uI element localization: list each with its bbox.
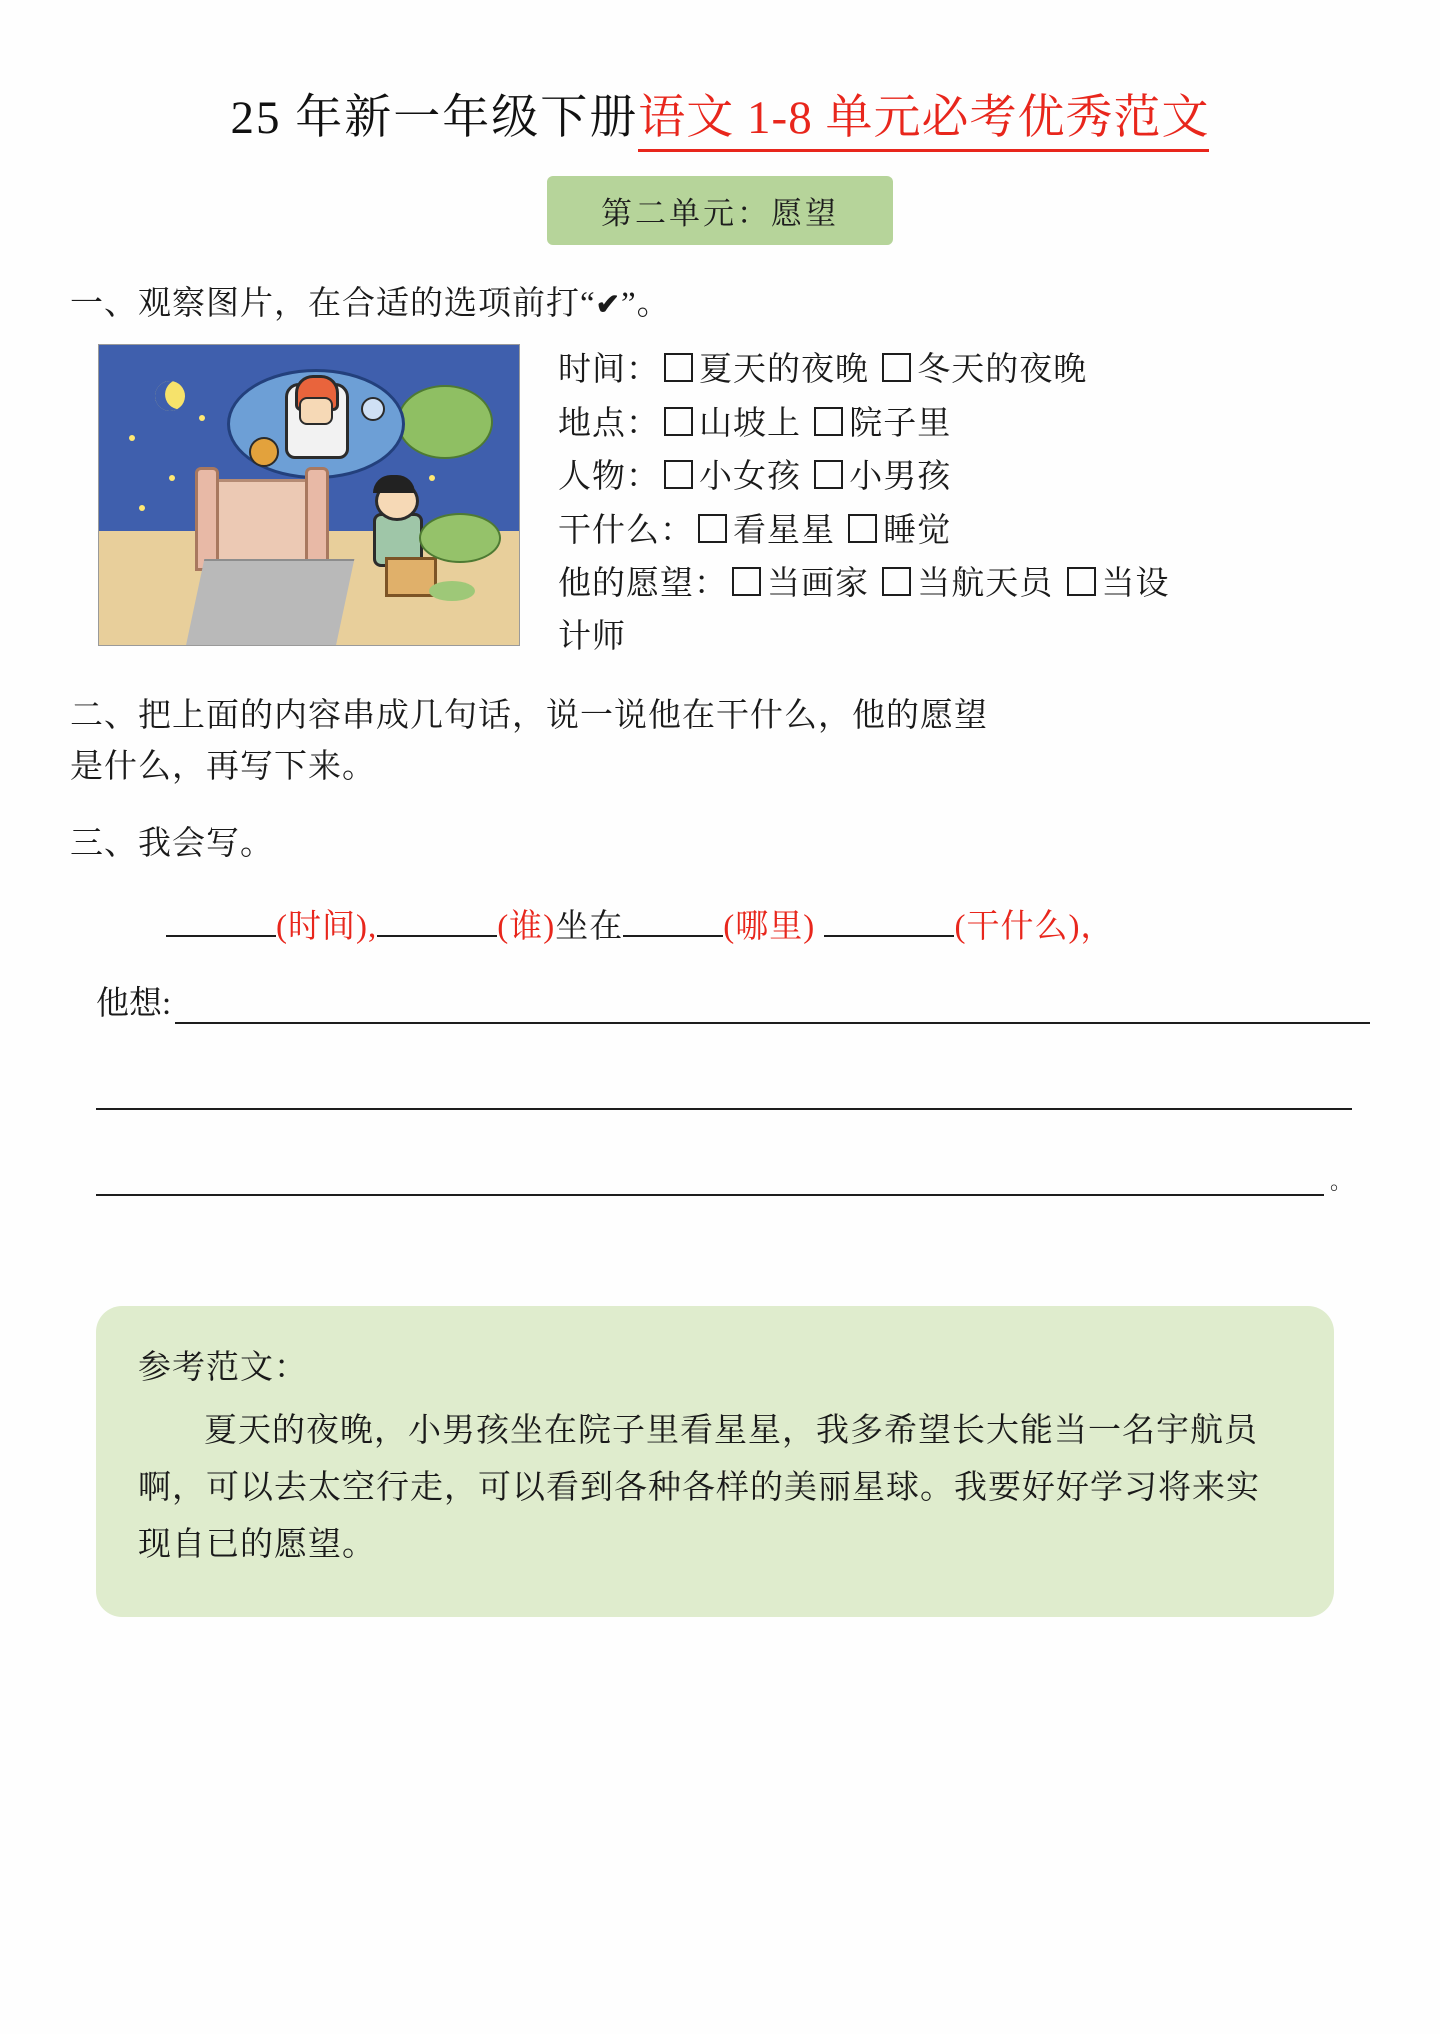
garden-path (186, 559, 355, 646)
planet-icon (249, 437, 279, 467)
option-choice-activity-1[interactable]: 看星星 (733, 512, 835, 549)
question-1 (70, 279, 1370, 330)
checkmark-glyph: ✔ (595, 289, 621, 321)
option-choice-time-1[interactable]: 夏天的夜晚 (699, 352, 869, 389)
checkbox[interactable] (664, 407, 693, 436)
sample-answer-box (96, 1306, 1334, 1617)
planet-small-icon (361, 397, 385, 421)
option-row-place (558, 398, 1170, 451)
hint-who: (谁) (497, 909, 556, 946)
unit-banner: 第二单元：愿望 (547, 176, 893, 245)
blank-time[interactable] (166, 907, 276, 937)
question-2 (70, 691, 1370, 793)
title-red-part: 语文 1-8 单元必考优秀范文 (638, 80, 1209, 152)
blank-where[interactable] (623, 907, 723, 937)
option-choice-wish-2[interactable]: 当航天员 (917, 565, 1054, 602)
checkbox[interactable] (698, 514, 727, 543)
question-1-tail: ”。 (620, 286, 671, 322)
gate-post-right (305, 467, 329, 571)
sentence-mid-text: 坐在 (555, 909, 624, 946)
sentence-frame (70, 900, 1370, 947)
grass-icon (429, 581, 475, 601)
page-title (70, 80, 1370, 152)
answer-line-1[interactable] (175, 992, 1370, 1024)
checkbox[interactable] (732, 567, 761, 596)
options-list (558, 344, 1170, 665)
checkbox[interactable] (1067, 567, 1096, 596)
checkbox[interactable] (664, 460, 693, 489)
option-choice-place-2[interactable]: 院子里 (849, 405, 952, 442)
sample-answer-body: 夏天的夜晚，小男孩坐在院子里看星星，我多希望长大能当一名宇航员啊，可以去太空行走，可以看到各种各样的美丽星球。我要好好学习将来实现自已的愿望。 (138, 1413, 1260, 1563)
bush-icon (419, 513, 501, 563)
sample-answer-title: 参考范文： (138, 1350, 308, 1387)
unit-banner-wrap (70, 176, 1370, 245)
option-row-person (558, 451, 1170, 504)
checkbox[interactable] (814, 407, 843, 436)
illustration-night-sky (98, 344, 520, 646)
hint-where: (哪里) (723, 909, 816, 946)
he-thinks-row (70, 977, 1370, 1024)
option-label-place: 地点： (558, 405, 660, 442)
astronaut-face (299, 397, 333, 425)
answer-line-3-row (96, 1164, 1352, 1196)
question-2-line1: 二、把上面的内容串成几句话，说一说他在干什么，他的愿望 (70, 697, 988, 734)
hint-time: (时间), (276, 909, 378, 946)
checkbox[interactable] (814, 460, 843, 489)
checkbox[interactable] (848, 514, 877, 543)
he-thinks-label: 他想: (96, 986, 172, 1023)
answer-line-3[interactable] (96, 1164, 1324, 1196)
option-choice-wish-3-cont: 计师 (558, 619, 626, 656)
question-1-text: 一、观察图片，在合适的选项前打“ (70, 286, 596, 322)
option-choice-wish-1[interactable]: 当画家 (767, 565, 869, 602)
title-black-part: 25 年新一年级下册 (230, 92, 639, 144)
question-2-line2: 是什么，再写下来。 (70, 749, 376, 785)
option-choice-place-1[interactable]: 山坡上 (699, 405, 801, 442)
option-label-person: 人物： (558, 459, 660, 496)
option-choice-time-2[interactable]: 冬天的夜晚 (917, 352, 1088, 389)
option-choice-wish-3[interactable]: 当设 (1101, 565, 1170, 602)
gate-post-left (195, 467, 219, 571)
option-row-activity (558, 505, 1170, 558)
checkbox[interactable] (882, 353, 911, 382)
checkbox[interactable] (664, 353, 693, 382)
option-choice-person-1[interactable]: 小女孩 (699, 459, 801, 496)
checkbox[interactable] (882, 567, 911, 596)
option-label-time: 时间： (558, 352, 660, 389)
hint-what: (干什么)， (954, 909, 1115, 946)
answer-line-2[interactable] (96, 1078, 1352, 1110)
blank-what[interactable] (824, 907, 954, 937)
tree-icon (397, 385, 493, 459)
option-label-wish: 他的愿望： (558, 565, 728, 602)
option-choice-activity-2[interactable]: 睡觉 (883, 512, 952, 549)
option-row-wish (558, 558, 1170, 611)
option-label-activity: 干什么： (558, 512, 694, 549)
ending-period: 。 (1329, 1169, 1352, 1195)
question-3: 三、我会写。 (70, 826, 274, 863)
picture-and-options (70, 344, 1370, 665)
option-row-wish-cont (558, 611, 1170, 664)
option-choice-person-2[interactable]: 小男孩 (849, 459, 952, 496)
option-row-time (558, 344, 1170, 397)
blank-who[interactable] (377, 907, 497, 937)
